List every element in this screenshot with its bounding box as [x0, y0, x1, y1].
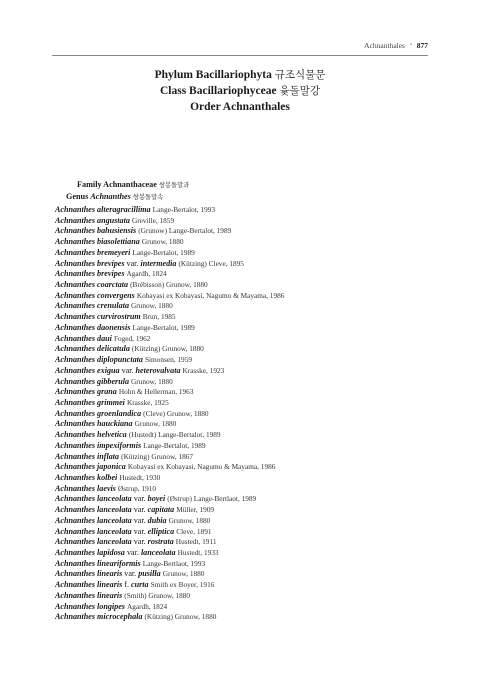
species-name: Achnanthes microcephala [55, 612, 143, 622]
species-infraspecific-name: rostrata [147, 537, 174, 547]
species-infraspecific-name: pusilla [138, 569, 161, 579]
species-authority: (Smith) Grunow, 1880 [124, 590, 191, 600]
species-authority: (Østrup) Lange-Bertlaot, 1989 [167, 494, 257, 504]
species-name: Achnanthes daui [55, 333, 112, 343]
species-name: Achnanthes japonica [55, 462, 126, 472]
species-entry [55, 334, 435, 345]
species-authority: Hustedt, 1911 [175, 537, 217, 547]
species-name: Achnanthes coarctata [55, 280, 129, 290]
species-name: Achnanthes lapidosa [55, 548, 125, 557]
species-entry [55, 537, 435, 548]
class-title [0, 83, 480, 99]
species-authority: Grunow, 1880 [131, 376, 173, 386]
species-entry [55, 494, 435, 505]
species-name: Achnanthes inflata [55, 451, 120, 461]
species-entry [55, 269, 435, 280]
species-name: Achnanthes brevipes [55, 258, 125, 268]
species-name: Achnanthes daonensis [55, 322, 131, 332]
species-entry [55, 441, 435, 452]
species-name: Achnanthes helvetica [55, 430, 127, 440]
genus-label: Genus [66, 192, 89, 201]
species-authority: Krasske, 1925 [126, 397, 169, 407]
species-authority: Agardh, 1824 [126, 601, 168, 611]
species-entry [55, 344, 435, 355]
species-entry [55, 612, 435, 623]
species-authority: Krasske, 1923 [182, 365, 225, 375]
species-name: Achnanthes curvirostrum [55, 312, 141, 322]
species-rank: f. [124, 580, 129, 590]
species-authority: Greville, 1859 [131, 215, 175, 225]
species-name: Achnanthes kolbei [55, 472, 118, 482]
species-authority: (Grunow) Lange-Bertalot, 1989 [138, 226, 232, 236]
running-header-section: Achnanthales [364, 41, 405, 50]
class-title-latin: Class Bacillariophyceae [159, 85, 277, 97]
species-infraspecific-name: boyei [147, 494, 166, 504]
species-authority: Hustedt, 1930 [119, 472, 161, 482]
species-name: Achnanthes linearis [55, 580, 123, 590]
genus-heading [66, 192, 163, 201]
species-entry [55, 237, 435, 248]
species-authority: (Kützing) Cleve, 1895 [178, 258, 244, 268]
species-authority: Kobayasi ex Kobayasi, Nagumo & Mayama, 1986 [136, 290, 285, 300]
species-authority: Foged, 1962 [113, 333, 151, 343]
family-label: Family Achnanthaceae [77, 180, 157, 189]
species-infraspecific-name: elliptica [147, 526, 175, 536]
species-authority: Cleve, 1891 [176, 526, 212, 536]
species-name: Achnanthes delicatula [55, 344, 130, 354]
species-authority: Agardh, 1824 [126, 269, 167, 279]
species-rank: var. [124, 569, 137, 579]
family-heading [77, 180, 189, 189]
species-authority: Smith ex Boyer, 1916 [150, 580, 215, 590]
species-entry [55, 602, 435, 613]
species-name: Achnanthes linearis [55, 569, 123, 579]
species-name: Achnanthes impexiformis [55, 440, 142, 450]
species-authority: Grunow, 1880 [162, 569, 205, 579]
order-title: Order Achnanthales [190, 101, 290, 113]
species-name: Achnanthes exigua [55, 365, 120, 375]
species-name: Achnanthes biasolettiana [55, 237, 140, 247]
species-rank: var. [133, 537, 146, 547]
phylum-title-korean: 규조식물문 [274, 69, 326, 81]
genus-name: Achnanthes [90, 192, 131, 201]
species-authority: Grunow, 1880 [141, 237, 184, 247]
species-rank: var. [126, 258, 139, 268]
species-authority: (Brébisson) Grunow, 1880 [130, 280, 208, 290]
species-entry [55, 205, 435, 216]
species-name: Achnanthes angustata [55, 215, 130, 225]
species-rank: var. [133, 494, 146, 504]
class-title-korean: 윷돌말강 [279, 85, 321, 97]
phylum-title [0, 67, 480, 83]
species-authority: (Kützing) Grunow, 1867 [121, 451, 194, 461]
page-number: 877 [416, 41, 428, 50]
species-authority: Lange-Bertalot, 1989 [143, 440, 206, 450]
species-entry [55, 527, 435, 538]
species-name: Achnanthes hauckiana [55, 419, 133, 429]
species-entry [55, 377, 435, 388]
species-authority: Hohn & Hellerman, 1963 [118, 387, 194, 397]
genus-korean: 쌍봉돌말속 [132, 194, 164, 201]
species-entry [55, 259, 435, 270]
species-rank: var. [133, 505, 146, 515]
species-entry [55, 452, 435, 463]
species-name: Achnanthes lanceolata [55, 526, 132, 536]
species-entry [55, 473, 435, 484]
species-entry [55, 291, 435, 302]
species-name: Achnanthes lineariformis [55, 558, 141, 568]
running-header-separator: • [409, 43, 412, 48]
species-entry [55, 484, 435, 495]
species-entry [55, 280, 435, 291]
species-infraspecific-name: capitata [147, 505, 175, 515]
species-infraspecific-name: curta [131, 580, 149, 590]
species-authority: (Kützing) Grunow, 1880 [144, 612, 217, 622]
species-entry [55, 301, 435, 312]
species-infraspecific-name: intermedia [140, 258, 177, 268]
species-authority: Lange-Bertalot, 1989 [132, 247, 195, 257]
species-authority: (Hustedt) Lange-Bertalot, 1989 [128, 430, 221, 440]
species-rank: var. [133, 526, 146, 536]
species-name: Achnanthes bremeyeri [55, 247, 131, 257]
species-name: Achnanthes linearis [55, 590, 123, 600]
species-name: Achnanthes lanceolata [55, 494, 132, 504]
species-entry [55, 516, 435, 527]
species-entry [55, 387, 435, 398]
species-name: Achnanthes lanceolata [55, 515, 132, 525]
species-entry [55, 419, 435, 430]
species-name: Achnanthes bahusiensis [55, 226, 137, 236]
species-authority: Grunow, 1880 [134, 419, 177, 429]
species-entry [55, 216, 435, 227]
species-authority: Müller, 1909 [176, 505, 215, 515]
species-name: Achnanthes alteragracillima [55, 205, 151, 214]
species-name: Achnanthes gibberula [55, 376, 129, 386]
species-entry [55, 462, 435, 473]
species-entry [55, 580, 435, 591]
species-rank: var. [126, 548, 139, 557]
species-name: Achnanthes convergens [55, 290, 135, 300]
species-entry [55, 548, 435, 559]
species-entry [55, 430, 435, 441]
species-authority: Kobayasi ex Kobayasi, Nagumo & Mayama, 1986 [127, 462, 276, 472]
species-authority: Lange-Bertalot, 1993 [152, 205, 216, 214]
species-authority: (Kützing) Grunow, 1880 [131, 344, 204, 354]
phylum-title-latin: Phylum Bacillariophyta [154, 69, 272, 81]
species-name: Achnanthes grana [55, 387, 117, 397]
species-rank: var. [121, 365, 134, 375]
species-entry [55, 248, 435, 259]
species-entry [55, 569, 435, 580]
family-korean: 쌍봉돌말과 [158, 182, 190, 189]
species-rank: var. [133, 515, 146, 525]
species-entry [55, 312, 435, 323]
species-name: Achnanthes longipes [55, 601, 125, 611]
species-entry [55, 398, 435, 409]
species-infraspecific-name: lanceolata [140, 548, 176, 557]
species-name: Achnanthes laevis [55, 483, 116, 493]
species-entry [55, 591, 435, 602]
species-name: Achnanthes groenlandica [55, 408, 142, 418]
species-name: Achnanthes brevipes [55, 269, 125, 279]
species-entry [55, 409, 435, 420]
species-entry [55, 505, 435, 516]
running-header [364, 41, 428, 50]
species-name: Achnanthes grimmei [55, 397, 125, 407]
species-authority: Simonsen, 1959 [144, 355, 192, 365]
species-authority: Brun, 1985 [142, 312, 176, 322]
species-authority: Hustedt, 1933 [177, 548, 219, 557]
species-authority: Lange-Bertlaot, 1993 [142, 558, 206, 568]
species-entry [55, 323, 435, 334]
species-entry [55, 366, 435, 377]
species-authority: Grunow, 1880 [168, 515, 211, 525]
species-authority: Grunow, 1880 [131, 301, 173, 311]
species-authority: (Cleve) Grunow, 1880 [143, 408, 209, 418]
species-entry [55, 559, 435, 570]
species-authority: Lange-Bertalot, 1989 [132, 322, 195, 332]
species-name: Achnanthes crenulata [55, 301, 129, 311]
species-infraspecific-name: dubia [147, 515, 167, 525]
species-name: Achnanthes lanceolata [55, 505, 132, 515]
species-entry [55, 226, 435, 237]
species-name: Achnanthes diplopunctata [55, 355, 143, 365]
header-rule [52, 55, 428, 56]
species-list [55, 205, 435, 623]
taxonomy-titles [0, 67, 480, 115]
species-authority: Østrup, 1910 [117, 483, 157, 493]
species-entry [55, 355, 435, 366]
species-infraspecific-name: heterovalvata [135, 365, 181, 375]
species-name: Achnanthes lanceolata [55, 537, 132, 547]
